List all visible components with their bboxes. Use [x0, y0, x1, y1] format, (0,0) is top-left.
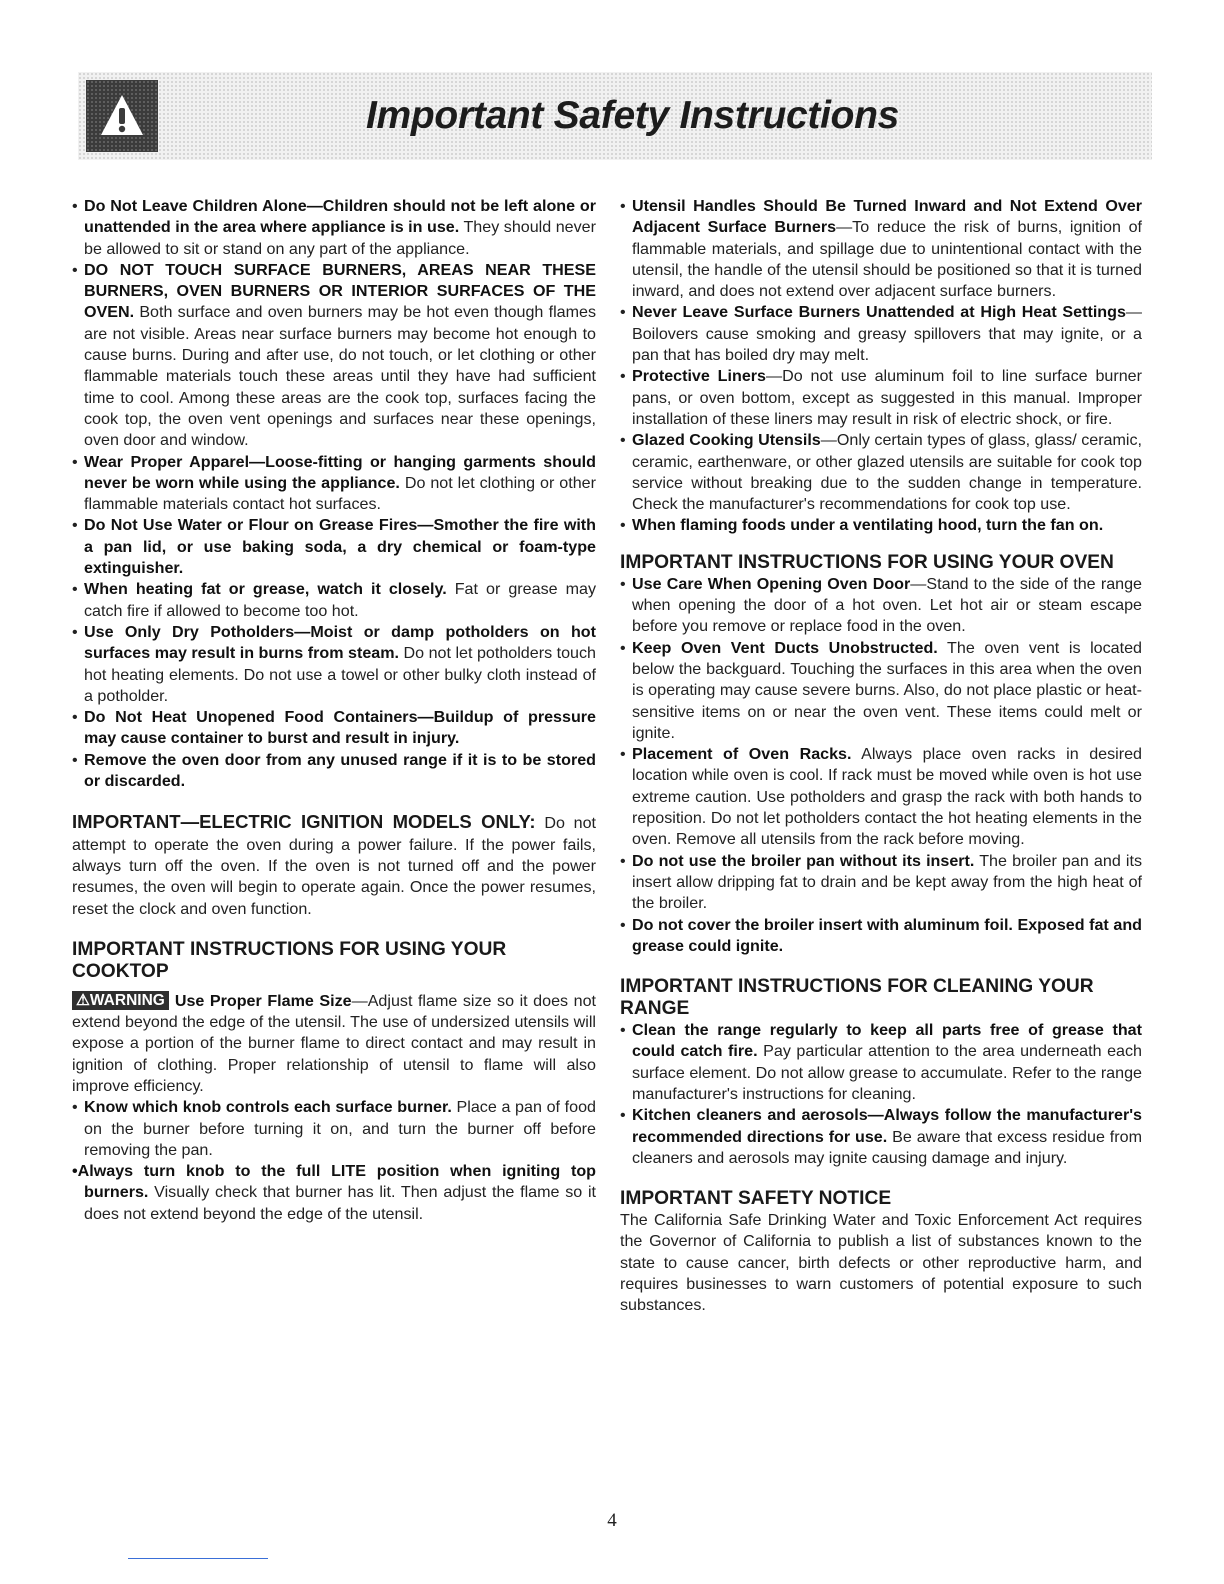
- safety-notice-heading: IMPORTANT SAFETY NOTICE: [620, 1188, 892, 1210]
- list-item: • DO NOT TOUCH SURFACE BURNERS, AREAS NEAR THESE BURNERS, OVEN BURNERS OR INTERIOR SURFACES OF THE OVEN. Both surface and oven burners may be hot even though flames are not visible. Areas near surface burners may become hot enough to cause burns. During and after use, do not touch, or let clothing or other flammable materials touch these areas until they have had sufficient time to cool. Among these areas are the cook top, surfaces facing the cook top, the oven vent openings and surfaces near these openings, oven door and window.: [72, 260, 596, 452]
- cooktop-heading: IMPORTANT INSTRUCTIONS FOR USING YOUR COOKTOP: [72, 938, 507, 982]
- oven-heading: IMPORTANT INSTRUCTIONS FOR USING YOUR OVEN: [620, 551, 1114, 573]
- list-item: • Clean the range regularly to keep all parts free of grease that could catch fire. Pay particular attention to the area underneath each surface element. Do not allow grease to accumulate. Refer to the range manufacturer's instructions for cleaning.: [620, 1020, 1142, 1105]
- page-title: Important Safety Instructions: [366, 94, 900, 137]
- list-item: • Do not cover the broiler insert with aluminum foil. Exposed fat and grease could ignite.: [620, 915, 1142, 958]
- list-item: • Know which knob controls each surface burner. Place a pan of food on the burner before turning it on, and turn the burner off before removing the pan.: [72, 1097, 596, 1161]
- list-item: • Do Not Heat Unopened Food Containers—Buildup of pressure may cause container to burst and result in injury.: [72, 707, 596, 750]
- list-item: • Do Not Leave Children Alone—Children should not be left alone or unattended in the area where appliance is in use. They should never be allowed to sit or stand on any part of the appliance.: [72, 196, 596, 260]
- warning-triangle-icon: [86, 80, 158, 152]
- safety-notice-text: The California Safe Drinking Water and Toxic Enforcement Act requires the Governor of California to publish a list of substances known to the state to cause cancer, birth defects or other reproductive harm, and requires businesses to warn customers of potential exposure to such substances.: [620, 1211, 1142, 1315]
- electric-ignition-paragraph: IMPORTANT—ELECTRIC IGNITION MODELS ONLY: Do not attempt to operate the oven during a power failure. If the power fails, always turn off the oven. If the oven is not turned off and the power resumes, the oven will begin to operate again. Once the power resumes, reset the clock and oven function.: [72, 811, 596, 918]
- warning-paragraph: ⚠WARNING Use Proper Flame Size—Adjust flame size so it does not extend beyond the edge of the utensil. The use of undersized utensils will expose a portion of the burner flame to direct contact and may result in ignition of clothing. Proper relationship of utensil to flame will also improve efficiency.: [72, 991, 596, 1095]
- page-number: 4: [607, 1510, 617, 1531]
- footer-rule: [128, 1558, 268, 1559]
- list-item: • Use Only Dry Potholders—Moist or damp potholders on hot surfaces may result in burns from steam. Do not let potholders touch hot heating elements. Do not use a towel or other bulky cloth instead of a potholder.: [72, 622, 596, 707]
- left-column: [72, 196, 596, 1225]
- list-item: • When heating fat or grease, watch it closely. Fat or grease may catch fire if allowed to become too hot.: [72, 579, 596, 622]
- warning-triangle-icon: ⚠: [76, 991, 90, 1009]
- warning-badge: ⚠WARNING: [72, 991, 169, 1010]
- list-item: • Use Care When Opening Oven Door—Stand to the side of the range when opening the door of a hot oven. Let hot air or steam escape before you remove or replace food in the oven.: [620, 574, 1142, 638]
- list-item: • Wear Proper Apparel—Loose-fitting or hanging garments should never be worn while using the appliance. Do not let clothing or other flammable materials contact hot surfaces.: [72, 452, 596, 516]
- list-item: • Never Leave Surface Burners Unattended at High Heat Settings—Boilovers cause smoking and greasy spillovers that may ignite, or a pan that has boiled dry may melt.: [620, 302, 1142, 366]
- list-item: • Remove the oven door from any unused range if it is to be stored or discarded.: [72, 750, 596, 793]
- list-item: • Placement of Oven Racks. Always place oven racks in desired location while oven is cool. If rack must be moved while oven is hot use extreme caution. Use potholders and grasp the rack with both hands to reposition. Do not let potholders contact the hot heating elements in the oven. Remove all utensils from the rack before moving.: [620, 744, 1142, 850]
- cleaning-heading: IMPORTANT INSTRUCTIONS FOR CLEANING YOUR RANGE: [620, 976, 1094, 1020]
- electric-ignition-heading: IMPORTANT—ELECTRIC IGNITION MODELS ONLY:: [72, 811, 536, 833]
- list-item: • Protective Liners—Do not use aluminum foil to line surface burner pans, or oven bottom, except as suggested in this manual. Improper installation of these liners may result in risk of electric shock, or fire.: [620, 366, 1142, 430]
- header-banner: [78, 72, 1152, 160]
- list-item: • Keep Oven Vent Ducts Unobstructed. The oven vent is located below the backguard. Touching the surfaces in this area when the oven is operating may cause severe burns. Also, do not place plastic or heat-sensitive items on or near the oven vent. These items could melt or ignite.: [620, 638, 1142, 744]
- list-item: • Glazed Cooking Utensils—Only certain types of glass, glass/ ceramic, ceramic, earthenware, or other glazed utensils are suitable for cook top service without breaking due to the sudden change in temperature. Check the manufacturer's recommendations for cook top use.: [620, 430, 1142, 515]
- list-item: • Do Not Use Water or Flour on Grease Fires—Smother the fire with a pan lid, or use baking soda, a dry chemical or foam-type extinguisher.: [72, 515, 596, 579]
- list-item: • When flaming foods under a ventilating hood, turn the fan on.: [620, 515, 1142, 536]
- list-item: • Utensil Handles Should Be Turned Inward and Not Extend Over Adjacent Surface Burners—To reduce the risk of burns, ignition of flammable materials, and spillage due to unintentional contact with the utensil, the handle of the utensil should be positioned so that it is turned inward, and does not extend over adjacent surface burners.: [620, 196, 1142, 302]
- list-item: • Do not use the broiler pan without its insert. The broiler pan and its insert allow dripping fat to drain and be kept away from the high heat of the broiler.: [620, 851, 1142, 915]
- right-column: [620, 196, 1142, 1317]
- list-item: •Always turn knob to the full LITE position when igniting top burners. Visually check that burner has lit. Then adjust the flame so it does not extend beyond the edge of the utensil.: [72, 1162, 596, 1223]
- list-item: • Kitchen cleaners and aerosols—Always follow the manufacturer's recommended directions for use. Be aware that excess residue from cleaners and aerosols may ignite causing damage and injury.: [620, 1105, 1142, 1169]
